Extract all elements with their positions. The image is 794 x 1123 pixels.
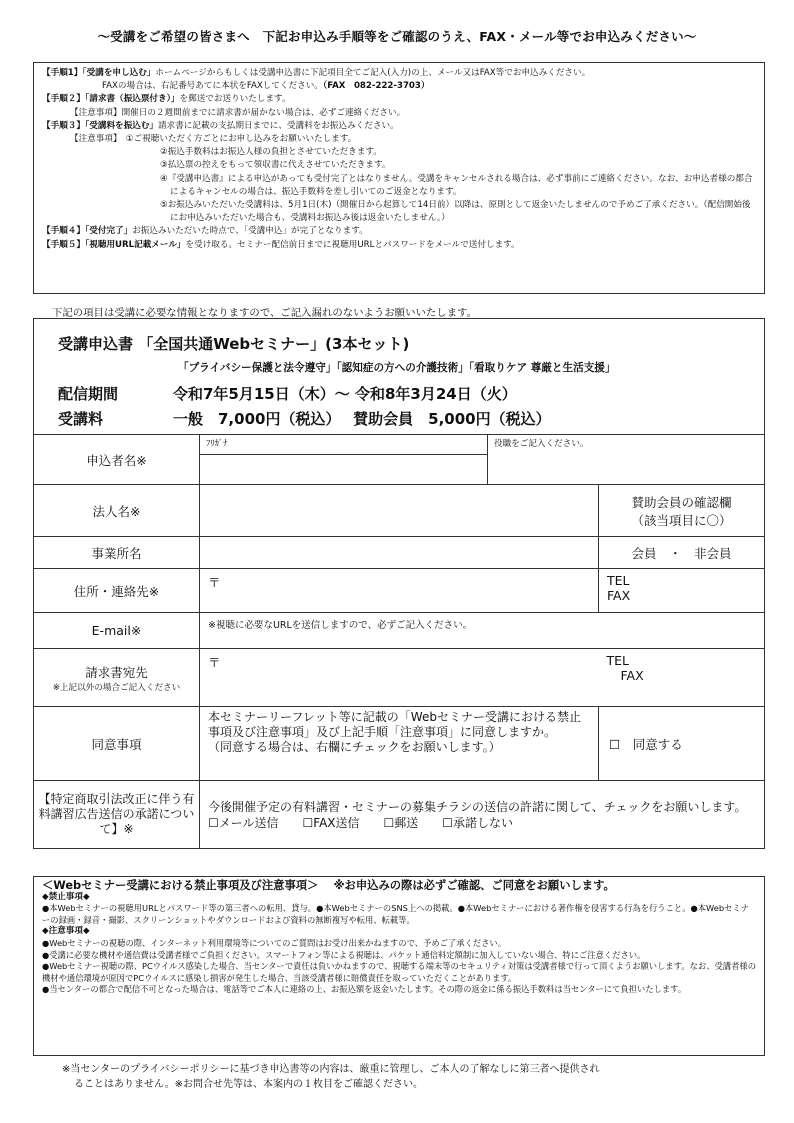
billing-label: 請求書宛先 <box>85 664 148 680</box>
consent-text: 本セミナーリーフレット等に記載の「Webセミナー受講における禁止事項及び注意事項」及び上記手順「注意事項」に同意しますか。 <box>208 710 581 739</box>
consent-text-note: （同意する場合は、右欄にチェックをお願いします。） <box>208 740 501 754</box>
form-subtitle: 「プライバシー保護と法令遵守」「認知症の方への介護技術」「看取りケア 尊厳と生活支援」 <box>178 362 616 374</box>
applicant-name-field[interactable] <box>200 455 488 485</box>
prohibited-heading: ◆禁止事項◆ <box>42 891 90 902</box>
cautions-heading: ◆注意事項◆ <box>42 926 90 937</box>
billing-address-field[interactable] <box>200 649 599 707</box>
applicant-name-label: 申込者名※ <box>34 435 200 485</box>
billing-zip-mark: 〒 <box>208 655 221 670</box>
caution-2: ●受講に必要な機材や通信費は受講者様でご負担ください。スマートフォン等による視聴は、パケット通信料定額制に加入していない場合、特にご注意ください。 <box>42 949 646 960</box>
ad-consent-label: 【特定商取引法改正に伴う有料講習広告送信の承諾について】※ <box>34 781 200 849</box>
note-5: ⑤お振込みいただいた受講料は、5月1日(木)（開催日から起算して14日前）以降は、原則として返金いたしませんので予めご了承ください。（配信開始後にお申込みいただいた場合も、受講料お振込み後は返金いたしません。） <box>160 200 751 224</box>
consent-checkbox[interactable]: ☐ 同意する <box>599 707 765 781</box>
caution-1: ●Webセミナーの視聴の際、インターネット利用環境等についてのご質問はお受け出来かねますので、予めご了承ください。 <box>42 937 506 948</box>
corp-name-field[interactable] <box>200 485 599 537</box>
step1-fax-text: FAXの場合は、右記番号あてに本状をFAXしてください。 <box>102 81 323 92</box>
fee-value: 一般 7,000円（税込） 賛助会員 5,000円（税込） <box>173 410 551 428</box>
rules-heading: ＜Webセミナー受講における禁止事項及び注意事項＞ ※お申込みの際は必ずご確認、ご同意をお願いします。 <box>42 879 615 892</box>
member-check-label: 賛助会員の確認欄 <box>631 494 732 510</box>
ad-consent-text: 今後開催予定の有料講習・セミナーの募集チラシの送信の許諾に関して、チェックをお願いします。 <box>208 799 747 814</box>
procedure-box <box>33 62 765 294</box>
fee-label: 受講料 <box>58 410 104 428</box>
form-title-block <box>33 318 765 434</box>
step3-title: 【手順３】「受講料を振込む」 <box>42 120 159 131</box>
step1-fax-number: （FAX 082-222-3703） <box>322 81 430 92</box>
page-headline: ～受講をご希望の皆さまへ 下記お申込み手順等をご確認のうえ、FAX・メール等でお申込みください～ <box>97 29 697 44</box>
prohibited-text: ●本Webセミナーの視聴用URLとパスワード等の第三者への転用、貸与。●本WebセミナーのSNS上への掲載。●本Webセミナーにおける著作権を侵害する行為を行うこと。●本Webセミナーの録画・録音・撮影、スクリーンショットやダウンロードおよび資料の無断複写や転用、転載等。 <box>42 903 750 925</box>
caution-4: ●当センターの都合で配信不可となった場合は、電話等でご本人に連絡の上、お振込額を返金いたします。その際の返金に係る振込手数料は当センターにて負担いたします。 <box>42 984 687 995</box>
tel-label: TEL <box>607 573 630 588</box>
ad-consent-options[interactable]: ☐メール送信 ☐FAX送信 ☐郵送 ☐承諾しない <box>208 815 514 830</box>
step3-note: 【注意事項】 ①ご視聴いただく方ごとにお申し込みをお願いいたします。 <box>70 134 357 145</box>
step2-note: 【注意事項】開催日の２週間前までに請求書が届かない場合は、必ずご連絡ください。 <box>70 107 406 118</box>
step5-text: を受け取る。セミナー配信前日までに視聴用URLとパスワードをメールで送付します。 <box>185 239 520 250</box>
furigana-field[interactable]: ﾌﾘｶﾞﾅ <box>200 435 488 455</box>
billing-contact-field[interactable] <box>599 649 765 707</box>
caution-3: ●Webセミナー視聴の際、PCウイルス感染した場合、当センターで責任は負いかねますので、視聴する端末等のセキュリティ対策は受講者様で行って頂くようお願いします。なお、受講者様の機材や通信環境が原因でPCウイルスに感染し損害が発生した場合、当該受講者様に賠償責任を取っていただくことがあります。 <box>42 961 756 983</box>
step4-title: 【手順４】「受付完了」 <box>42 226 133 237</box>
zip-mark: 〒 <box>208 575 221 590</box>
period-label: 配信期間 <box>58 385 119 403</box>
billing-fax-label: FAX <box>620 668 644 683</box>
step4-text: お振込みいただいた時点で、「受講申込」が完了となります。 <box>132 226 368 237</box>
address-field[interactable] <box>200 569 599 613</box>
form-title: 受講申込書 「全国共通Webセミナー」(3本セット) <box>58 335 410 353</box>
step2-text: を郵送でお送りいたします。 <box>179 94 291 105</box>
member-options[interactable]: 会員 ・ 非会員 <box>599 537 765 569</box>
office-name-label: 事業所名 <box>34 537 200 569</box>
application-form <box>33 434 765 849</box>
note-4: ④『受講申込書』による申込があっても受付完了とはなりません。受講をキャンセルされる場合は、必ず事前にご連絡ください。なお、お申込者様の都合によるキャンセルの場合は、振込手数料を差し引いてのご返金となります。 <box>160 173 753 197</box>
fill-note: 下記の項目は受講に必要な情報となりますので、ご記入漏れのないようお願いいたします。 <box>52 307 477 319</box>
billing-tel-label: TEL <box>606 653 629 668</box>
step5-title: 【手順５】「視聴用URL記載メール」 <box>42 239 186 250</box>
footer-line-1: ※当センターのプライバシーポリシーに基づき申込書等の内容は、厳重に管理し、ご本人の了解なしに第三者へ提供され <box>62 1064 600 1075</box>
member-check-sub: （該当項目に〇） <box>631 512 732 528</box>
corp-name-label: 法人名※ <box>34 485 200 537</box>
step1-title: 【手順1】「受講を申し込む」 <box>42 68 156 78</box>
period-value: 令和7年5月15日（木）～ 令和8年3月24日（火） <box>173 385 517 403</box>
step2-title: 【手順２】「請求書（振込票付き）」 <box>42 94 180 105</box>
office-name-field[interactable] <box>200 537 599 569</box>
address-label: 住所・連絡先※ <box>34 569 200 613</box>
contact-field[interactable] <box>599 569 765 613</box>
consent-label: 同意事項 <box>34 707 200 781</box>
privacy-footer <box>62 1062 752 1092</box>
footer-line-2: ることはありません。※お問合せ先等は、本案内の１枚目をご確認ください。 <box>74 1079 423 1090</box>
fax-label: FAX <box>607 588 631 603</box>
step1-text: ホームページからもしくは受講申込書に下記項目全てご記入(入力)の上、メール又はFAX等でお申込みください。 <box>155 68 591 78</box>
rules-section <box>33 876 765 1056</box>
note-2: ②振込手数料はお振込人様の負担とさせていただきます。 <box>160 147 382 158</box>
email-note: ※視聴に必要なURLを送信しますので、必ずご記入ください。 <box>208 620 473 631</box>
note-3: ③払込票の控えをもって領収書に代えさせていただきます。 <box>160 160 391 171</box>
email-label: E-mail※ <box>34 613 200 649</box>
email-field[interactable] <box>200 613 765 649</box>
step3-text: 請求書に記載の支払期日までに、受講料をお振込みください。 <box>158 120 399 131</box>
billing-note: ※上記以外の場合ご記入ください <box>52 682 181 693</box>
role-field[interactable]: 役職をご記入ください。 <box>488 435 765 485</box>
